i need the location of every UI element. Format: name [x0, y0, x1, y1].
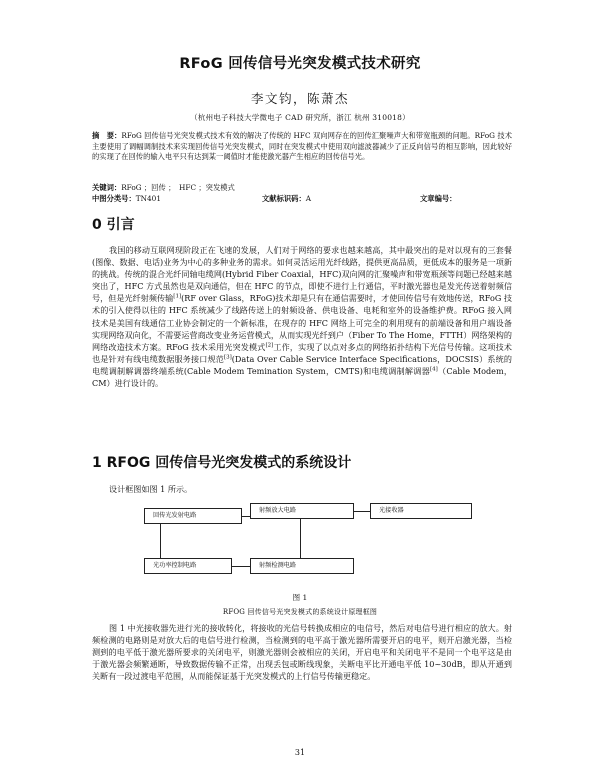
connector-tx-power [160, 524, 161, 558]
citation-ref-4: [4] [430, 366, 438, 373]
intro-paragraph [92, 244, 512, 389]
clc-field [92, 194, 161, 204]
article-no-field [420, 194, 456, 204]
abstract [92, 131, 512, 163]
doc-code-label: 文献标识码： [262, 194, 306, 203]
connector-power-detect [232, 566, 250, 567]
keywords-text: RFoG ；回传 ； HFC ；突发模式 [121, 183, 235, 192]
box-optical-transmitter: 回传光发射电路 [144, 508, 242, 524]
intro-text-c: 工作，实现了以点对多点的网络拓扑结构下光信号传输。这项技术也是针对有线电缆数据服务接口规范 [92, 341, 512, 364]
paper-affiliation: （杭州电子科技大学微电子 CAD 研究所，浙江 杭州 310018） [190, 113, 410, 122]
doc-code-field [262, 194, 311, 204]
paper-authors: 李文钧，陈萧杰 [250, 91, 349, 106]
clc-label: 中图分类号： [92, 194, 136, 203]
figure-caption: RFOG 回传信号光突发模式的系统设计原理框图 [222, 608, 378, 616]
section-heading-intro: 0 引言 [92, 217, 135, 233]
article-no-label: 文章编号： [420, 194, 457, 203]
figure-number: 图 1 [292, 593, 308, 602]
connector-amp-detect [300, 519, 301, 558]
abstract-text: RFoG 回传信号光突发模式技术有效的解决了传统的 HFC 双向网存在的回传汇聚噪声大和带宽瓶颈的问题。RFoG 技术主要使用了调幅调制技术来实现回传信号光突发模式，同时在突发模式中使用双向滤波器减少了正反向信号的相互影响，因此较好的实现了在回传的输入电平只有达到某一阈值时才能使激光器产生相应的回传信号光。 [92, 131, 513, 161]
figure-intro-text: 设计框图如图 1 所示。 [109, 484, 193, 494]
citation-ref-1: [1] [173, 293, 182, 300]
intro-text-e: （Cable Modem，CM）进行设计的。 [92, 365, 512, 389]
section-heading-1: 1 RFOG 回传信号光突发模式的系统设计 [92, 455, 352, 471]
abstract-label: 摘 要： [92, 131, 122, 140]
connector-amp-rx [354, 511, 370, 512]
box-power-control: 光功率控制电路 [144, 558, 232, 574]
box-optical-receiver: 光接收器 [370, 503, 472, 519]
intro-text-a: 我国的移动互联网现阶段正在飞速的发展，人们对于网络的要求也越来越高，其中最突出的是对以现有的三套餐(图像、数据、电话)业务为中心的多种业务的需求。如何灵活运用光纤线路，提供更高品质，更低成本的服务是一项新的挑战。传统的混合光纤同轴电缆网(Hybrid Fiber Coaxial，HFC)双向网的汇聚噪声和带宽瓶颈等问题已经越来越突出了，HFC 方式虽然也是双向通信，但在 HFC 的节点，即使不进行上行通信，平时激光器也是发光传送着射频信号，但是光纤射频传输 [92, 245, 512, 304]
page-number: 31 [294, 748, 306, 757]
clc-value: TN401 [135, 194, 161, 203]
doc-code-value: A [305, 194, 312, 203]
keywords-label: 关键词： [92, 183, 122, 192]
section-1-paragraph: 图 1 中光接收器先进行光的接收转化，将接收的光信号转换成相应的电信号，然后对电信号进行相应的放大。射频检测的电路则是对放大后的电信号进行检测，当检测到的电平高于激光器所需要开启的电平，则开启激光器，当检测到的电平低于激光器所要求的关闭电平，则激光器则会被相应的关闭，开启电平和关闭电平不是同一个电平这是由于激光器会频繁通断，导致数据传输不正常，出现丢包或断线现象，关断电平比开通电平低 10~30dB，即从开通到关断有一段过渡电平范围，从而能保证基于光突发模式的上行信号传输更稳定。 [92, 623, 512, 682]
connector-tx-amp [242, 516, 250, 517]
keywords [92, 183, 512, 193]
box-rf-detector: 射频检测电路 [250, 558, 354, 574]
box-rf-amplifier: 射频放大电路 [250, 503, 354, 519]
citation-ref-3: [3] [223, 354, 232, 361]
intro-text-d: (Data Over Cable Service Interface Specifications，DOCSIS）系统的电缆调制解调器终端系统(Cable Modem Temination System，CMTS)和电缆调制解调器 [92, 353, 512, 376]
paper-title: RFoG 回传信号光突发模式技术研究 [179, 56, 421, 72]
intro-text-b: (RF over Glass，RFoG)技术却是只有在通信需要时，才使回传信号有效地传送，RFoG 技术的引入使得以往的 HFC 系统减少了线路传送上的射频设备、供电设备、电耗和室外的设备维护费。RFoG 接入网技术是美国有线通信工业协会制定的一个新标准，在现存的 HFC 网络上可完全的利用现有的前端设备和用户端设备实现网络双向化，不需要运营商改变业务运营模式，从而实现光纤到户（Fiber To The Home，FTTH）网络架构的网络改造技术方案。RFoG 技术采用光突发模式 [92, 293, 512, 352]
citation-ref-2: [2] [265, 342, 274, 349]
system-block-diagram [100, 494, 500, 602]
